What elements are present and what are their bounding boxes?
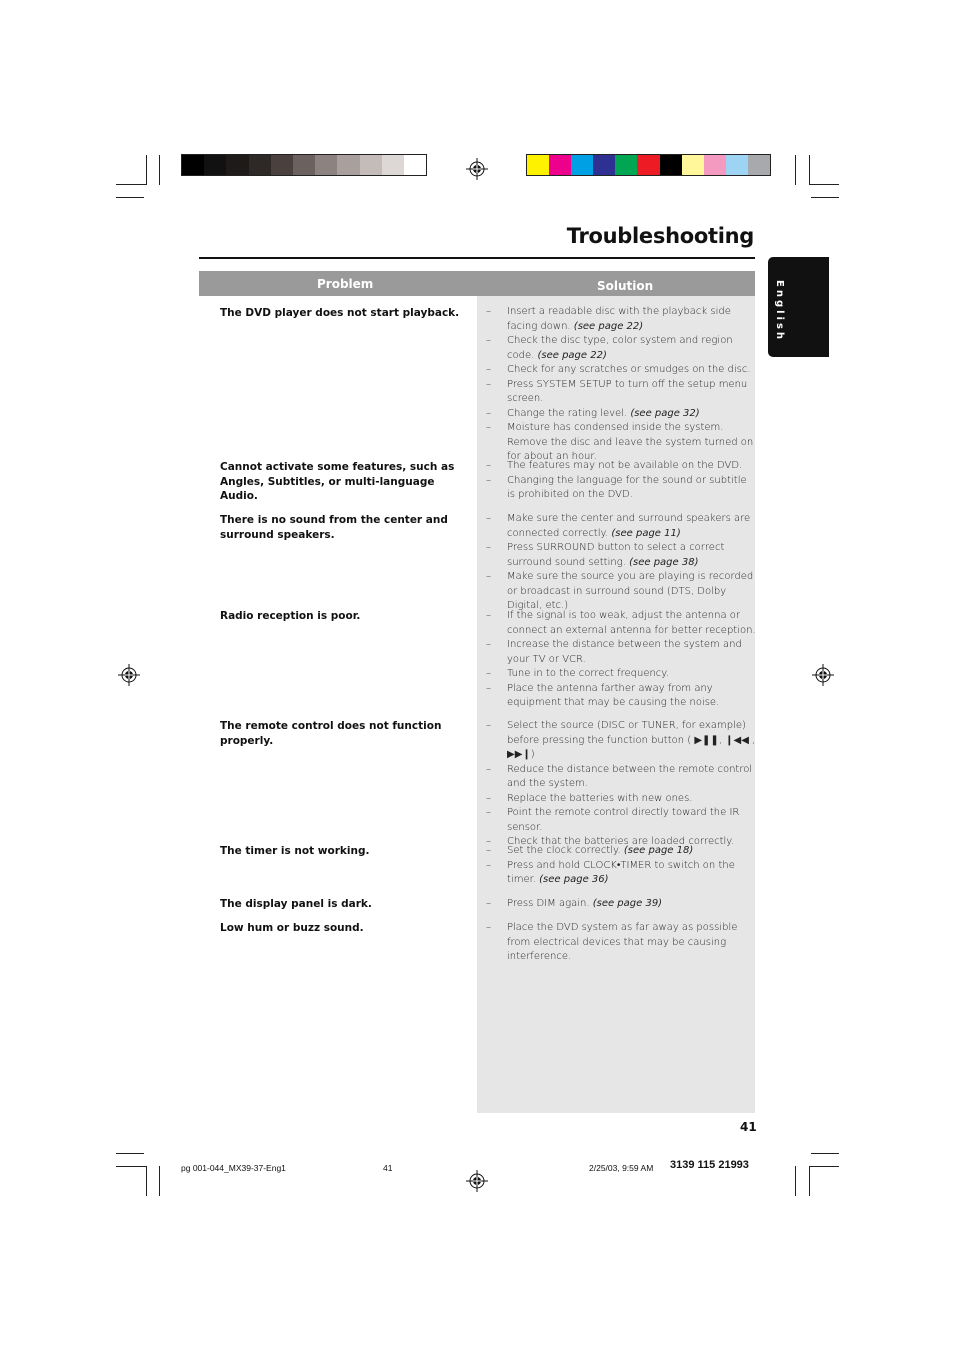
page-reference: (see page 22) (537, 349, 607, 361)
solution-text: Changing the language for the sound or subtitle is prohibited on the DVD. (507, 474, 747, 500)
solution-item (486, 682, 756, 711)
language-tab-label: English (774, 280, 785, 343)
page-reference: (see page 39) (592, 898, 663, 909)
solution-text: Press and hold CLOCK•TIMER to switch on the timer. (507, 859, 735, 885)
crop-mark (116, 1166, 146, 1167)
solution-item (486, 459, 756, 474)
page-reference: (see page 36) (539, 874, 609, 885)
crop-mark (146, 155, 147, 185)
solution-list (486, 305, 756, 465)
crop-mark (809, 1166, 839, 1167)
color-swatch (271, 155, 293, 175)
solution-list (486, 609, 756, 711)
color-calibration-bar (526, 154, 771, 176)
solution-item (486, 921, 756, 965)
solution-text: Place the antenna farther away from any equipment that may be causing the noise. (507, 682, 720, 708)
page-reference: (see page 18) (623, 845, 694, 856)
solution-text: Moisture has condensed inside the system. Remove the disc and leave the system turned on for about an hour. (507, 422, 754, 462)
solution-item (486, 363, 756, 378)
crop-mark (116, 197, 144, 198)
page-title: Troubleshooting (566, 224, 754, 248)
solution-text: Select the source (DISC or TUNER, for example) before pressing the function button ( ▶❚❚, ❙◀◀ , ▶▶❙) (507, 720, 756, 760)
table-header (199, 271, 755, 296)
solution-text: Check the disc type, color system and region code. (507, 335, 733, 361)
solution-list (486, 897, 756, 912)
solution-item (486, 609, 756, 638)
solution-list (486, 512, 756, 614)
solution-column-header: Solution (597, 279, 654, 293)
solution-item (486, 719, 756, 763)
registration-mark-icon (118, 664, 140, 686)
solution-item (486, 844, 756, 859)
solution-text: Place the DVD system as far away as possible from electrical devices that may be causing interference. (507, 922, 738, 962)
color-swatch (527, 155, 549, 175)
color-swatch (549, 155, 571, 175)
crop-mark (809, 155, 810, 185)
solution-item (486, 407, 756, 422)
solution-text: Press DIM again. (507, 898, 590, 909)
solution-item (486, 638, 756, 667)
color-swatch (660, 155, 682, 175)
problem-column-header: Problem (317, 277, 374, 291)
solution-list (486, 459, 756, 503)
registration-mark-icon (812, 664, 834, 686)
crop-mark (116, 1153, 144, 1154)
solution-item (486, 541, 756, 570)
solution-text: If the signal is too weak, adjust the antenna or connect an external antenna for better reception. (507, 610, 756, 636)
color-swatch (637, 155, 659, 175)
color-swatch (571, 155, 593, 175)
color-swatch (726, 155, 748, 175)
page-reference: (see page 38) (629, 556, 699, 568)
crop-mark (809, 184, 839, 185)
solution-item (486, 570, 756, 614)
color-swatch (337, 155, 359, 175)
problem-text: Cannot activate some features, such as Angles, Subtitles, or multi-language Audio. (220, 461, 455, 502)
crop-mark (795, 155, 796, 185)
page-reference: (see page 32) (630, 407, 700, 419)
solution-item (486, 792, 756, 807)
footer-file-page: 41 (383, 1163, 393, 1173)
color-swatch (360, 155, 382, 175)
color-swatch (615, 155, 637, 175)
color-swatch (404, 155, 426, 175)
crop-mark (795, 1166, 796, 1196)
color-swatch (204, 155, 226, 175)
solution-item (486, 474, 756, 503)
solution-text: Press SYSTEM SETUP to turn off the setup menu screen. (507, 378, 748, 404)
solution-text: Check that the batteries are loaded correctly. (507, 836, 734, 847)
color-swatch (226, 155, 248, 175)
solution-item (486, 378, 756, 407)
registration-mark-icon (466, 1170, 488, 1192)
footer-timestamp: 2/25/03, 9:59 AM (589, 1163, 654, 1173)
solution-text: Make sure the center and surround speakers are connected correctly. (507, 513, 751, 539)
footer-file-name: pg 001-044_MX39-37-Eng1 (181, 1163, 286, 1173)
crop-mark (159, 155, 160, 185)
solution-text: The features may not be available on the DVD. (507, 460, 743, 471)
color-swatch (748, 155, 770, 175)
solution-list (486, 719, 756, 850)
color-swatch (593, 155, 615, 175)
crop-mark (146, 1166, 147, 1196)
solution-item (486, 667, 756, 682)
registration-mark-icon (466, 158, 488, 180)
problem-text: Radio reception is poor. (220, 610, 361, 622)
color-swatch (682, 155, 704, 175)
solution-item (486, 897, 756, 912)
page-number: 41 (740, 1120, 757, 1134)
solution-text: Increase the distance between the system and your TV or VCR. (507, 639, 742, 665)
color-swatch (182, 155, 204, 175)
problem-text: Low hum or buzz sound. (220, 922, 364, 934)
color-swatch (704, 155, 726, 175)
color-swatch (382, 155, 404, 175)
page-reference: (see page 11) (611, 527, 681, 539)
product-code: 3139 115 21993 (670, 1159, 749, 1171)
solution-item (486, 859, 756, 888)
solution-text: Set the clock correctly. (507, 845, 621, 856)
solution-text: Press SURROUND button to select a correct surround sound setting. (507, 542, 725, 568)
page-reference: (see page 22) (573, 320, 644, 332)
crop-mark (116, 184, 146, 185)
problem-text: The timer is not working. (220, 845, 370, 857)
solution-list (486, 844, 756, 888)
solution-item (486, 763, 756, 792)
solution-text: Replace the batteries with new ones. (507, 792, 693, 804)
solution-list (486, 921, 756, 965)
color-swatch (249, 155, 271, 175)
solution-text: Make sure the source you are playing is recorded or broadcast in surround sound (DTS, Dolby Digital, etc.) (507, 571, 754, 611)
color-swatch (315, 155, 337, 175)
solution-item (486, 334, 756, 363)
solution-item (486, 806, 756, 835)
color-swatch (293, 155, 315, 175)
problem-text: The remote control does not function properly. (220, 720, 442, 747)
crop-mark (159, 1166, 160, 1196)
problem-text: There is no sound from the center and surround speakers. (220, 514, 448, 541)
problem-text: The display panel is dark. (220, 898, 372, 910)
solution-text: Point the remote control directly toward the IR sensor. (507, 807, 740, 833)
solution-text: Insert a readable disc with the playback side facing down. (507, 306, 731, 332)
solution-text: Change the rating level. (507, 407, 628, 419)
grayscale-calibration-bar (181, 154, 427, 176)
solution-text: Check for any scratches or smudges on the disc. (507, 364, 751, 375)
solution-item (486, 305, 756, 334)
solution-text: Reduce the distance between the remote control and the system. (507, 763, 753, 789)
solution-text: Tune in to the correct frequency. (507, 668, 669, 679)
title-divider (199, 257, 755, 259)
crop-mark (811, 197, 839, 198)
solution-item (486, 421, 756, 465)
crop-mark (811, 1153, 839, 1154)
problem-text: The DVD player does not start playback. (220, 307, 460, 319)
crop-mark (809, 1166, 810, 1196)
solution-item (486, 512, 756, 541)
